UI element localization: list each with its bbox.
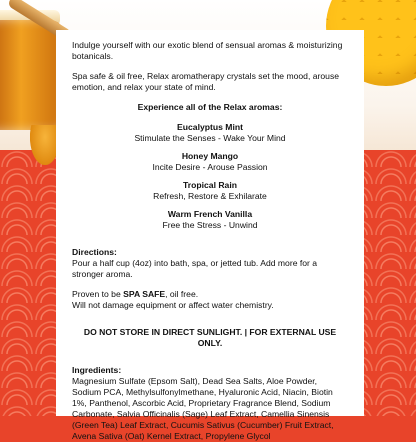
aromas-heading: Experience all of the Relax aromas: [137, 102, 283, 112]
aroma-name: Tropical Rain [183, 180, 237, 190]
spa-safe-line-2: Will not damage equipment or affect water chemistry. [72, 300, 274, 310]
ingredients-text: Magnesium Sulfate (Epsom Salt), Dead Sea Salts, Aloe Powder, Sodium PCA, Methylsulfonylmethane, Hyaluronic Acid, Niacin, Biotin 1%, Panthenol, Ascorbic Acid, Proprietary Fragrance Blend, Sodium Carbonate, Salvia Officinalis (Sage) Leaf Extract, Camellia Sinensis (Green Tea) Leaf Extract, Cucumis Sativus (Cucumber) Fruit Extract, Avena Sativa (Oat) Kernel Extract, Propylene Glycol [72, 376, 334, 441]
aroma-tagline: Stimulate the Senses - Wake Your Mind [134, 133, 286, 143]
directions-text: Pour a half cup (4oz) into bath, spa, or jetted tub. Add more for a stronger aroma. [72, 258, 318, 279]
spa-safe-text [72, 289, 348, 300]
aroma-tagline: Incite Desire - Arouse Passion [152, 162, 268, 172]
spa-safe-emphasis: SPA SAFE [123, 289, 166, 299]
aroma-tagline: Refresh, Restore & Exhilarate [153, 191, 267, 201]
honey-jar-image [0, 20, 64, 130]
aroma-name: Warm French Vanilla [167, 209, 253, 219]
aroma-name: Eucalyptus Mint [177, 122, 243, 132]
intro-text-2: Spa safe & oil free, Relax aromatherapy crystals set the mood, arouse emotion, and relax your state of mind. [72, 71, 340, 92]
aroma-name: Honey Mango [181, 151, 239, 161]
product-info-card [56, 30, 364, 441]
aroma-tagline: Free the Stress - Unwind [162, 220, 258, 230]
ingredients-heading: Ingredients: [72, 365, 122, 375]
spa-safe-suffix: , oil free. [165, 289, 199, 299]
warning-text: DO NOT STORE IN DIRECT SUNLIGHT. | FOR EXTERNAL USE ONLY. [83, 327, 337, 348]
spa-safe-prefix: Proven to be [72, 289, 124, 299]
intro-text: Indulge yourself with our exotic blend of sensual aromas & moisturizing botanicals. [72, 40, 343, 61]
directions-heading: Directions: [72, 247, 117, 257]
